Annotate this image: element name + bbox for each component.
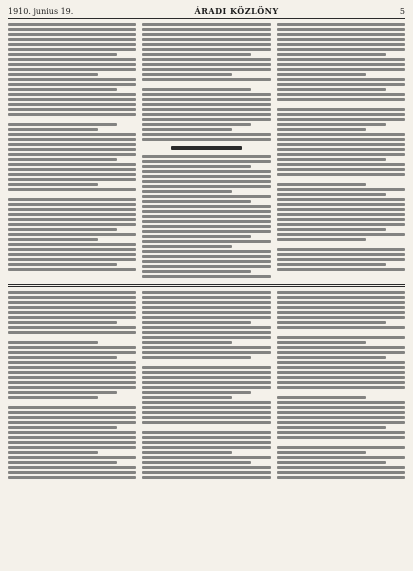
paragraph-gap — [277, 391, 405, 394]
text-line — [277, 233, 405, 236]
text-line — [277, 466, 405, 469]
text-line — [277, 411, 405, 414]
text-line — [142, 441, 270, 444]
text-line — [8, 113, 136, 116]
text-line — [142, 170, 270, 173]
lower-section — [8, 291, 405, 479]
text-line — [277, 341, 367, 344]
text-line — [8, 53, 117, 56]
text-line — [142, 250, 270, 253]
text-line — [8, 48, 136, 51]
text-line — [277, 133, 405, 136]
text-line — [8, 356, 117, 359]
text-line — [8, 451, 98, 454]
text-line — [277, 23, 405, 26]
paragraph-gap — [8, 118, 136, 121]
text-line — [277, 426, 386, 429]
text-line — [277, 306, 405, 309]
text-line — [142, 446, 270, 449]
text-line — [8, 223, 136, 226]
text-line — [277, 258, 405, 261]
text-line — [277, 158, 386, 161]
text-line — [8, 391, 117, 394]
text-line — [277, 148, 405, 151]
text-line — [142, 265, 270, 268]
text-line — [142, 133, 270, 136]
text-line — [8, 78, 136, 81]
text-line — [142, 118, 270, 121]
text-line — [277, 108, 405, 111]
lower-column-3 — [277, 291, 405, 479]
text-line — [8, 476, 136, 479]
text-line — [277, 53, 386, 56]
paragraph-gap — [8, 401, 136, 404]
text-line — [277, 346, 405, 349]
text-line — [277, 223, 405, 226]
text-line — [8, 331, 136, 334]
text-line — [277, 143, 405, 146]
text-line — [277, 351, 405, 354]
text-line — [277, 93, 405, 96]
text-line — [8, 168, 136, 171]
text-line — [142, 331, 270, 334]
text-line — [8, 88, 117, 91]
text-line — [142, 301, 270, 304]
text-line — [142, 336, 270, 339]
text-line — [8, 411, 136, 414]
text-line — [142, 356, 251, 359]
text-line — [277, 253, 405, 256]
text-line — [277, 188, 405, 191]
text-line — [277, 173, 405, 176]
text-line — [277, 301, 405, 304]
text-line — [142, 391, 251, 394]
text-line — [277, 366, 405, 369]
text-line — [142, 108, 270, 111]
text-line — [8, 436, 136, 439]
text-line — [277, 63, 405, 66]
text-line — [277, 88, 386, 91]
text-line — [277, 386, 405, 389]
text-line — [8, 218, 136, 221]
text-line — [8, 158, 117, 161]
paragraph-gap — [142, 83, 270, 86]
section-heading — [171, 146, 242, 150]
text-line — [277, 183, 367, 186]
paragraph-gap — [8, 193, 136, 196]
text-line — [277, 268, 405, 271]
text-line — [8, 461, 117, 464]
text-line — [142, 260, 270, 263]
text-line — [142, 103, 270, 106]
text-line — [8, 198, 136, 201]
text-line — [277, 461, 386, 464]
text-line — [8, 133, 136, 136]
text-line — [142, 476, 270, 479]
text-line — [277, 218, 405, 221]
text-line — [8, 163, 136, 166]
text-line — [277, 456, 405, 459]
text-line — [8, 306, 136, 309]
text-line — [142, 215, 270, 218]
text-line — [277, 228, 386, 231]
text-line — [142, 270, 251, 273]
text-line — [142, 68, 270, 71]
text-line — [277, 376, 405, 379]
upper-section — [8, 23, 405, 278]
text-line — [142, 431, 270, 434]
text-line — [142, 93, 270, 96]
paragraph-gap — [277, 331, 405, 334]
text-line — [142, 351, 270, 354]
text-line — [277, 98, 405, 101]
text-line — [142, 180, 270, 183]
text-line — [8, 58, 136, 61]
paragraph-gap — [277, 103, 405, 106]
text-line — [8, 446, 136, 449]
paragraph-gap — [277, 178, 405, 181]
text-line — [8, 296, 136, 299]
text-line — [8, 351, 136, 354]
text-line — [8, 173, 136, 176]
text-line — [142, 128, 232, 131]
text-line — [8, 138, 136, 141]
text-line — [142, 416, 270, 419]
text-line — [8, 43, 136, 46]
text-line — [8, 73, 98, 76]
text-line — [8, 301, 136, 304]
text-line — [142, 165, 251, 168]
text-line — [8, 466, 136, 469]
text-line — [277, 291, 405, 294]
text-line — [142, 225, 270, 228]
text-line — [277, 38, 405, 41]
text-line — [8, 248, 136, 251]
text-line — [142, 200, 251, 203]
text-line — [277, 371, 405, 374]
text-line — [8, 268, 136, 271]
text-line — [8, 213, 136, 216]
text-line — [142, 43, 270, 46]
text-line — [8, 371, 136, 374]
text-line — [142, 291, 270, 294]
lower-column-2 — [142, 291, 270, 479]
text-line — [142, 341, 232, 344]
text-line — [142, 456, 270, 459]
text-line — [277, 451, 367, 454]
text-line — [8, 421, 136, 424]
text-line — [277, 263, 386, 266]
text-line — [277, 336, 405, 339]
text-line — [142, 185, 270, 188]
paragraph-gap — [142, 361, 270, 364]
text-line — [142, 255, 270, 258]
text-line — [8, 183, 98, 186]
text-line — [8, 178, 136, 181]
text-line — [277, 73, 367, 76]
text-line — [8, 346, 136, 349]
text-line — [8, 396, 98, 399]
text-line — [142, 306, 270, 309]
text-line — [142, 58, 270, 61]
text-line — [277, 316, 405, 319]
text-line — [277, 33, 405, 36]
text-line — [142, 381, 270, 384]
text-line — [142, 113, 270, 116]
page-number: 5 — [399, 7, 405, 16]
text-line — [8, 471, 136, 474]
text-line — [142, 275, 270, 278]
text-line — [277, 68, 405, 71]
text-line — [142, 366, 270, 369]
text-line — [277, 58, 405, 61]
text-line — [142, 245, 232, 248]
text-line — [277, 401, 405, 404]
text-line — [142, 326, 270, 329]
paragraph-gap — [277, 243, 405, 246]
text-line — [277, 198, 405, 201]
text-line — [142, 421, 270, 424]
text-line — [8, 33, 136, 36]
text-line — [8, 103, 136, 106]
text-line — [277, 123, 386, 126]
text-line — [142, 406, 270, 409]
text-line — [277, 396, 367, 399]
text-line — [277, 446, 405, 449]
text-line — [8, 63, 136, 66]
text-line — [277, 163, 405, 166]
paragraph-gap — [142, 426, 270, 429]
text-line — [142, 371, 270, 374]
text-line — [8, 233, 136, 236]
text-line — [8, 263, 117, 266]
text-line — [277, 193, 386, 196]
text-line — [277, 296, 405, 299]
text-line — [8, 376, 136, 379]
text-line — [277, 436, 405, 439]
text-line — [8, 258, 136, 261]
text-line — [142, 471, 270, 474]
text-line — [8, 431, 136, 434]
text-line — [8, 68, 136, 71]
text-line — [277, 321, 386, 324]
text-line — [8, 203, 136, 206]
text-line — [277, 361, 405, 364]
text-line — [8, 321, 117, 324]
upper-column-1 — [8, 23, 136, 278]
text-line — [8, 148, 136, 151]
text-line — [142, 466, 270, 469]
text-line — [142, 63, 270, 66]
text-line — [277, 83, 405, 86]
text-line — [277, 168, 405, 171]
text-line — [277, 238, 367, 241]
text-line — [8, 386, 136, 389]
text-line — [142, 88, 251, 91]
text-line — [277, 421, 405, 424]
text-line — [142, 220, 270, 223]
text-line — [142, 411, 270, 414]
text-line — [277, 471, 405, 474]
upper-column-3 — [277, 23, 405, 278]
text-line — [142, 78, 270, 81]
text-line — [142, 311, 270, 314]
text-line — [142, 386, 270, 389]
text-line — [8, 143, 136, 146]
text-line — [142, 23, 270, 26]
paragraph-gap — [8, 336, 136, 339]
text-line — [142, 123, 251, 126]
text-line — [142, 38, 270, 41]
text-line — [8, 311, 136, 314]
text-line — [142, 28, 270, 31]
text-line — [277, 48, 405, 51]
text-line — [8, 426, 117, 429]
text-line — [142, 230, 270, 233]
text-line — [277, 43, 405, 46]
text-line — [277, 118, 405, 121]
newspaper-title: ÁRADI KÖZLÖNY — [194, 6, 279, 16]
text-line — [8, 123, 117, 126]
text-line — [8, 238, 98, 241]
text-line — [142, 160, 270, 163]
text-line — [277, 153, 405, 156]
text-line — [142, 155, 270, 158]
text-line — [142, 376, 270, 379]
text-line — [277, 213, 405, 216]
text-line — [8, 326, 136, 329]
text-line — [277, 476, 405, 479]
page-header — [8, 6, 405, 19]
text-line — [142, 296, 270, 299]
text-line — [142, 190, 232, 193]
text-line — [8, 38, 136, 41]
text-line — [8, 208, 136, 211]
text-line — [8, 243, 136, 246]
text-line — [142, 235, 251, 238]
issue-date: 1910. junius 19. — [8, 7, 74, 16]
text-line — [8, 316, 136, 319]
text-line — [277, 138, 405, 141]
text-line — [277, 311, 405, 314]
text-line — [8, 361, 136, 364]
text-line — [142, 321, 251, 324]
text-line — [277, 28, 405, 31]
text-line — [8, 416, 136, 419]
text-line — [277, 128, 367, 131]
text-line — [142, 73, 232, 76]
text-line — [142, 396, 232, 399]
text-line — [142, 346, 270, 349]
text-line — [142, 451, 232, 454]
text-line — [142, 461, 251, 464]
text-line — [8, 341, 98, 344]
text-line — [277, 78, 405, 81]
text-line — [142, 98, 270, 101]
text-line — [8, 93, 136, 96]
text-line — [8, 291, 136, 294]
text-line — [142, 316, 270, 319]
text-line — [8, 83, 136, 86]
paragraph-gap — [277, 441, 405, 444]
text-line — [8, 228, 117, 231]
text-line — [277, 248, 405, 251]
text-line — [8, 128, 98, 131]
text-line — [8, 108, 136, 111]
text-line — [8, 406, 136, 409]
text-line — [142, 205, 270, 208]
text-line — [277, 406, 405, 409]
section-divider — [8, 284, 405, 287]
text-line — [142, 33, 270, 36]
text-line — [8, 381, 136, 384]
text-line — [142, 240, 270, 243]
text-line — [142, 436, 270, 439]
text-line — [142, 210, 270, 213]
text-line — [142, 195, 270, 198]
text-line — [142, 53, 251, 56]
text-line — [8, 98, 136, 101]
text-line — [8, 28, 136, 31]
text-line — [277, 326, 405, 329]
text-line — [142, 48, 270, 51]
text-line — [277, 208, 405, 211]
upper-column-2 — [142, 23, 270, 278]
text-line — [142, 138, 270, 141]
text-line — [277, 203, 405, 206]
text-line — [277, 416, 405, 419]
text-line — [8, 441, 136, 444]
text-line — [142, 401, 270, 404]
text-line — [8, 456, 136, 459]
text-line — [277, 381, 405, 384]
text-line — [8, 23, 136, 26]
text-line — [8, 188, 136, 191]
text-line — [8, 366, 136, 369]
text-line — [8, 253, 136, 256]
text-line — [142, 175, 270, 178]
text-line — [277, 356, 386, 359]
text-line — [277, 431, 405, 434]
text-line — [8, 153, 136, 156]
lower-column-1 — [8, 291, 136, 479]
text-line — [277, 113, 405, 116]
